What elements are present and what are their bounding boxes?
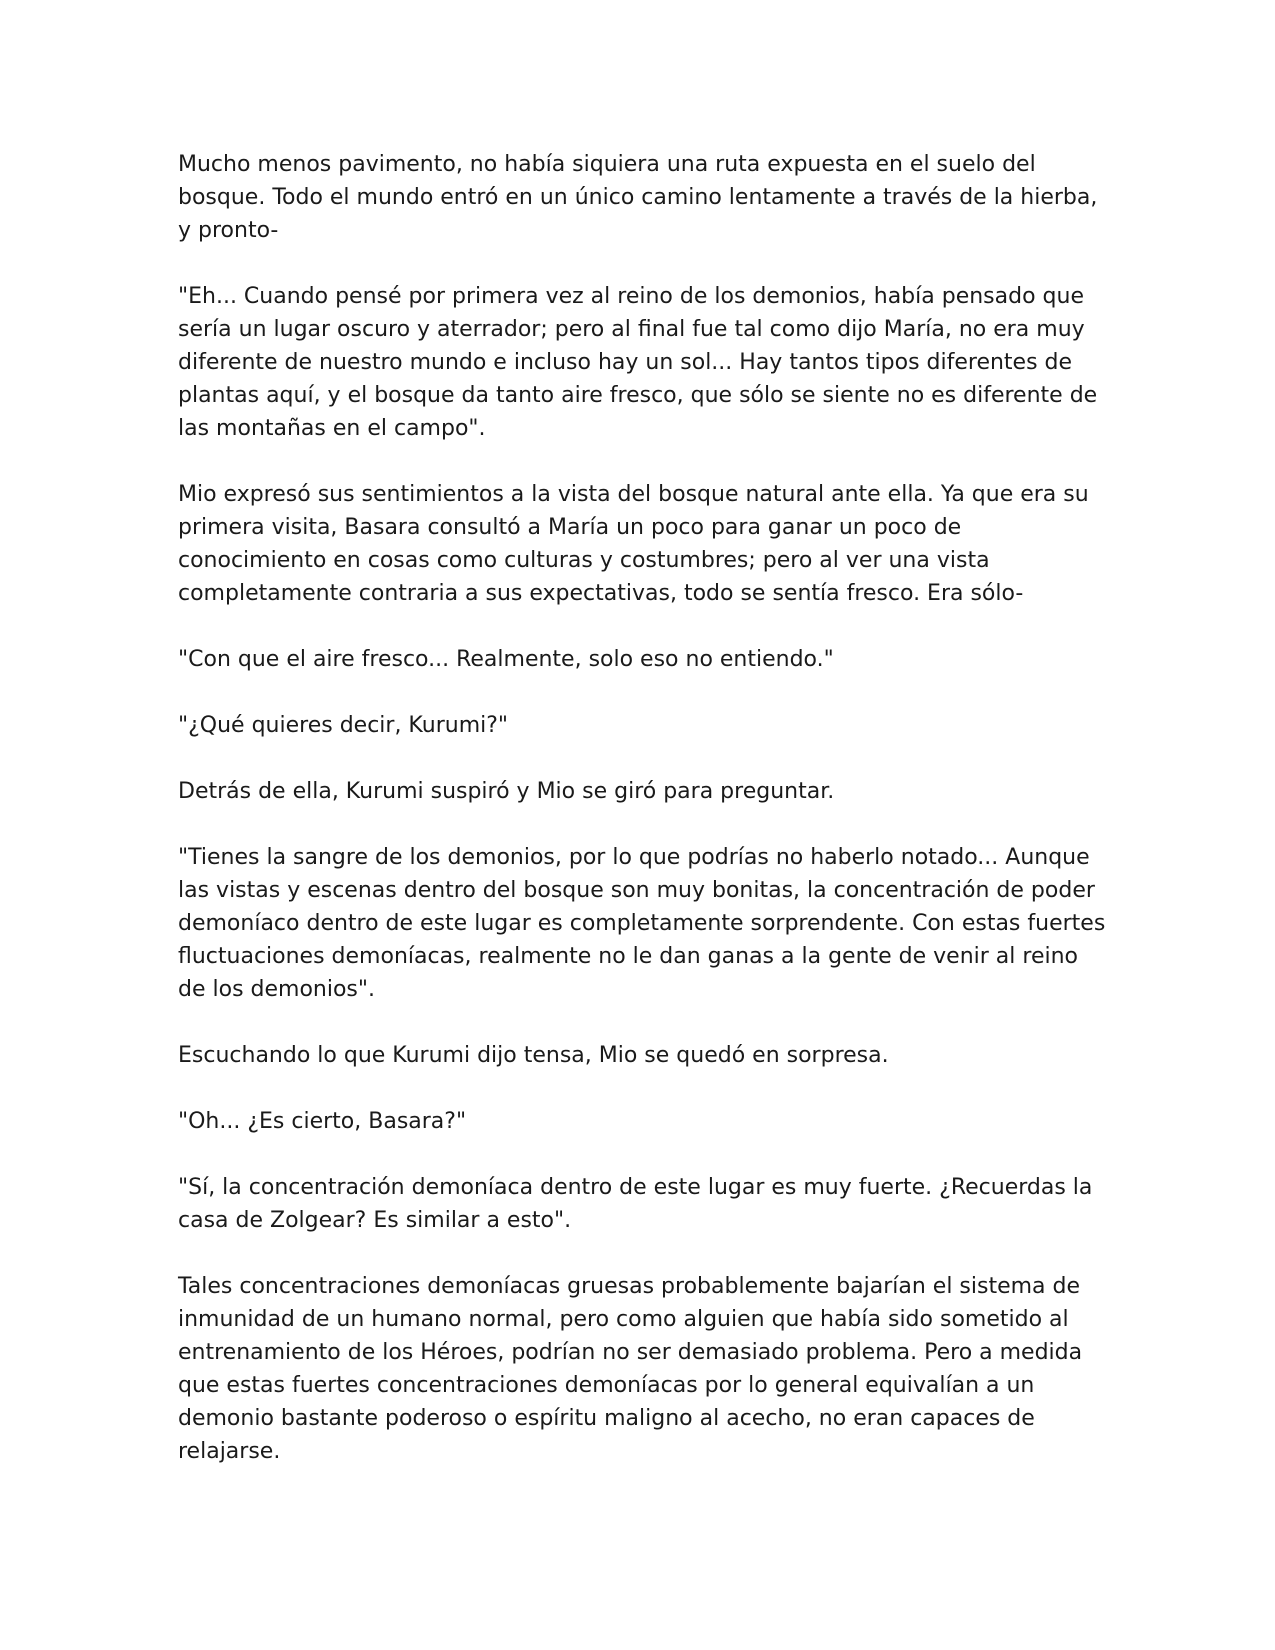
paragraph-5: "¿Qué quieres decir, Kurumi?" [178, 713, 509, 738]
paragraph-6: Detrás de ella, Kurumi suspiró y Mio se giró para preguntar. [178, 779, 835, 804]
paragraph-8: Escuchando lo que Kurumi dijo tensa, Mio se quedó en sorpresa. [178, 1043, 889, 1068]
paragraph-7: "Tienes la sangre de los demonios, por lo que podrías no haberlo notado... Aunque las vistas y escenas dentro del bosque son muy bonitas, la concentración de poder demoníaco dentro de este lugar es completamente sorprendente. Con estas fuertes fluctuaciones demoníacas, realmente no le dan ganas a la gente de venir al reino de los demonios". [178, 845, 1106, 1002]
paragraph-1: Mucho menos pavimento, no había siquiera una ruta expuesta en el suelo del bosque. Todo el mundo entró en un único camino lentamente a través de la hierba, y pronto- [178, 152, 1098, 243]
paragraph-10: "Sí, la concentración demoníaca dentro de este lugar es muy fuerte. ¿Recuerdas la casa de Zolgear? Es similar a esto". [178, 1175, 1093, 1233]
paragraph-4: "Con que el aire fresco... Realmente, solo eso no entiendo." [178, 647, 834, 672]
paragraph-2: "Eh... Cuando pensé por primera vez al reino de los demonios, había pensado que sería un lugar oscuro y aterrador; pero al final fue tal como dijo María, no era muy diferente de nuestro mundo e incluso hay un sol... Hay tantos tipos diferentes de plantas aquí, y el bosque da tanto aire fresco, que sólo se siente no es diferente de las montañas en el campo". [178, 284, 1098, 441]
paragraph-9: "Oh... ¿Es cierto, Basara?" [178, 1109, 467, 1134]
document-body [178, 148, 1108, 1501]
paragraph-11: Tales concentraciones demoníacas gruesas probablemente bajarían el sistema de inmunidad de un humano normal, pero como alguien que había sido sometido al entrenamiento de los Héroes, podrían no ser demasiado problema. Pero a medida que estas fuertes concentraciones demoníacas por lo general equivalían a un demonio bastante poderoso o espíritu maligno al acecho, no eran capaces de relajarse. [178, 1274, 1083, 1464]
paragraph-3: Mio expresó sus sentimientos a la vista del bosque natural ante ella. Ya que era su primera visita, Basara consultó a María un poco para ganar un poco de conocimiento en cosas como culturas y costumbres; pero al ver una vista completamente contraria a sus expectativas, todo se sentía fresco. Era sólo- [178, 482, 1089, 606]
